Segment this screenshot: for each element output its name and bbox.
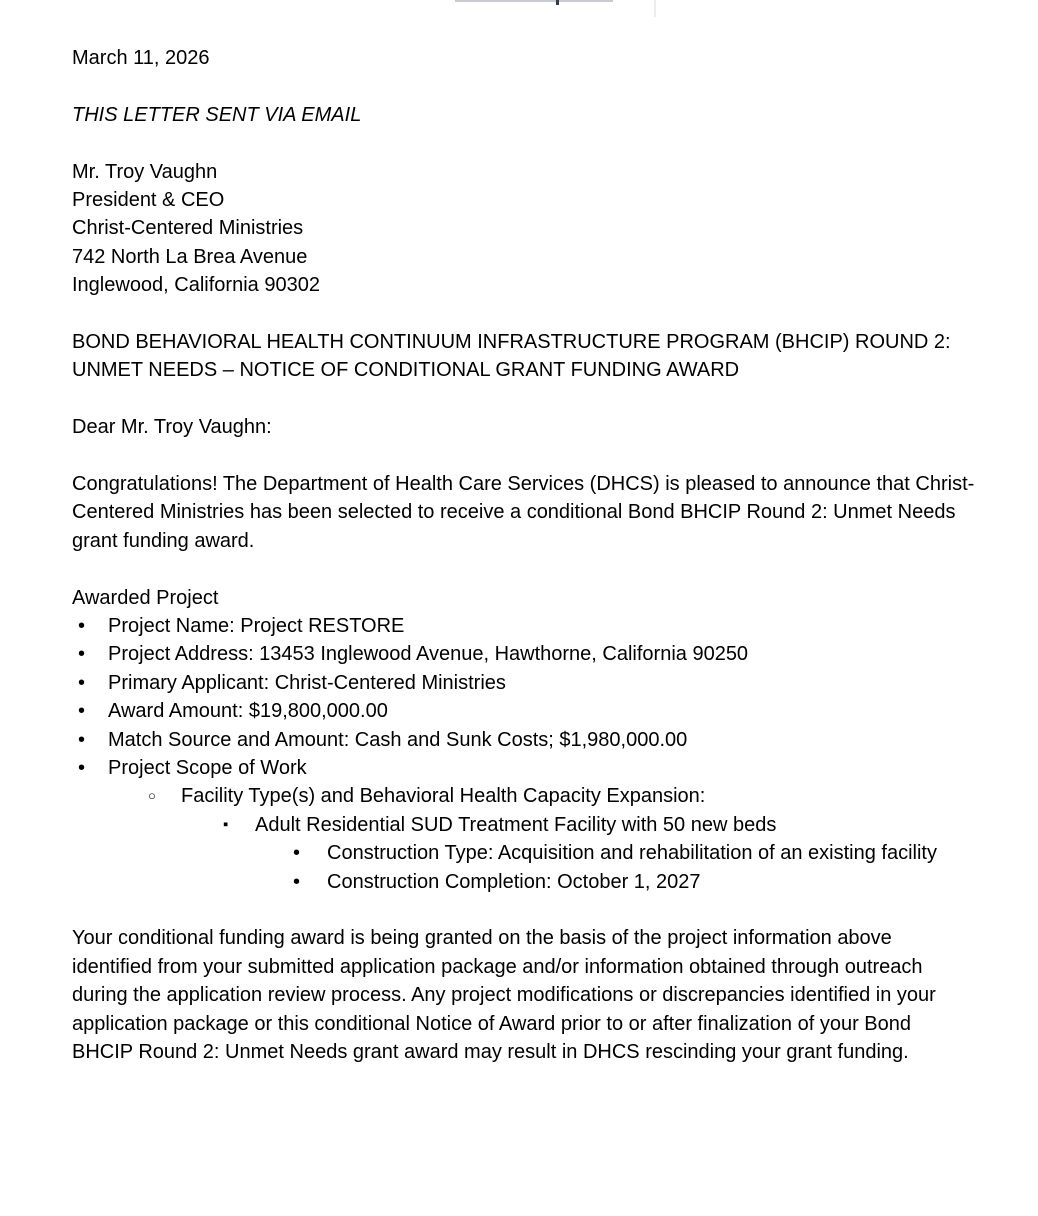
toolbar-slider-handle-icon[interactable] bbox=[556, 0, 559, 5]
bullet-icon: • bbox=[78, 728, 86, 751]
bullet-icon: • bbox=[293, 842, 301, 865]
list-item-text: Project Scope of Work bbox=[108, 757, 307, 780]
list-item-text: Primary Applicant: Christ-Centered Ministries bbox=[108, 671, 506, 694]
list-item-primary-applicant bbox=[72, 669, 1032, 697]
list-item-construction-type bbox=[72, 839, 1032, 867]
list-item-text: Construction Type: Acquisition and rehabilitation of an existing facility bbox=[327, 842, 937, 865]
toolbar-side-edge-line bbox=[654, 0, 656, 17]
list-item-text: Project Address: 13453 Inglewood Avenue, Hawthorne, California 90250 bbox=[108, 643, 749, 666]
toolbar-bottom-edge-line bbox=[455, 0, 613, 2]
bullet-icon: • bbox=[78, 700, 86, 723]
list-item-facility-type bbox=[72, 782, 1032, 810]
list-item-award-amount bbox=[72, 697, 1032, 725]
bullet-icon: • bbox=[78, 671, 86, 694]
subject-line: BOND BEHAVIORAL HEALTH CONTINUUM INFRASTRUCTURE PROGRAM (BHCIP) ROUND 2: UNMET NEEDS – NOTICE OF CONDITIONAL GRANT FUNDING AWARD bbox=[72, 331, 951, 382]
list-item-text: Award Amount: $19,800,000.00 bbox=[108, 700, 388, 723]
list-item-construction-completion bbox=[72, 868, 1032, 896]
list-item-match-source bbox=[72, 726, 1032, 754]
list-item-project-name bbox=[72, 612, 1032, 640]
list-item-text: Match Source and Amount: Cash and Sunk Costs; $1,980,000.00 bbox=[108, 728, 688, 751]
letter-date: March 11, 2026 bbox=[72, 47, 210, 69]
bullet-icon: • bbox=[293, 870, 301, 893]
list-item-text: Adult Residential SUD Treatment Facility with 50 new beds bbox=[255, 813, 777, 836]
recipient-address-line1: 742 North La Brea Avenue bbox=[72, 245, 308, 268]
list-item-facility-detail bbox=[72, 811, 1032, 839]
recipient-organization: Christ-Centered Ministries bbox=[72, 217, 304, 240]
closing-paragraph: Your conditional funding award is being granted on the basis of the project information above identified from your submitted application package and/or information obtained through outreach during the application review process. Any project modifications or discrepancies identified in your application package or this conditional Notice of Award prior to or after finalization of your Bond BHCIP Round 2: Unmet Needs grant award may result in DHCS rescinding your grant funding. bbox=[72, 927, 936, 1064]
recipient-name: Mr. Troy Vaughn bbox=[72, 160, 218, 183]
awarded-project-section bbox=[72, 584, 1032, 896]
recipient-address-line2: Inglewood, California 90302 bbox=[72, 274, 320, 297]
awarded-project-heading: Awarded Project bbox=[72, 586, 219, 609]
recipient-block bbox=[72, 158, 1038, 300]
list-item-text: Facility Type(s) and Behavioral Health Capacity Expansion: bbox=[181, 785, 706, 808]
opening-paragraph: Congratulations! The Department of Health Care Services (DHCS) is pleased to announce that Christ-Centered Ministries has been selected to receive a conditional Bond BHCIP Round 2: Unmet Needs grant funding award. bbox=[72, 473, 975, 552]
list-item-project-scope bbox=[72, 754, 1032, 782]
circle-bullet-icon: ○ bbox=[148, 788, 156, 804]
recipient-title: President & CEO bbox=[72, 189, 225, 211]
square-bullet-icon: ▪ bbox=[223, 815, 229, 833]
letter-document bbox=[72, 44, 1038, 1067]
list-item-text: Project Name: Project RESTORE bbox=[108, 615, 405, 638]
bullet-icon: • bbox=[78, 643, 86, 666]
bullet-icon: • bbox=[78, 757, 86, 780]
delivery-method-note: THIS LETTER SENT VIA EMAIL bbox=[72, 103, 362, 126]
toolbar-remnant bbox=[0, 0, 1038, 20]
salutation: Dear Mr. Troy Vaughn: bbox=[72, 416, 272, 439]
list-item-project-address bbox=[72, 640, 1032, 668]
list-item-text: Construction Completion: October 1, 2027 bbox=[327, 870, 701, 893]
bullet-icon: • bbox=[78, 615, 86, 638]
